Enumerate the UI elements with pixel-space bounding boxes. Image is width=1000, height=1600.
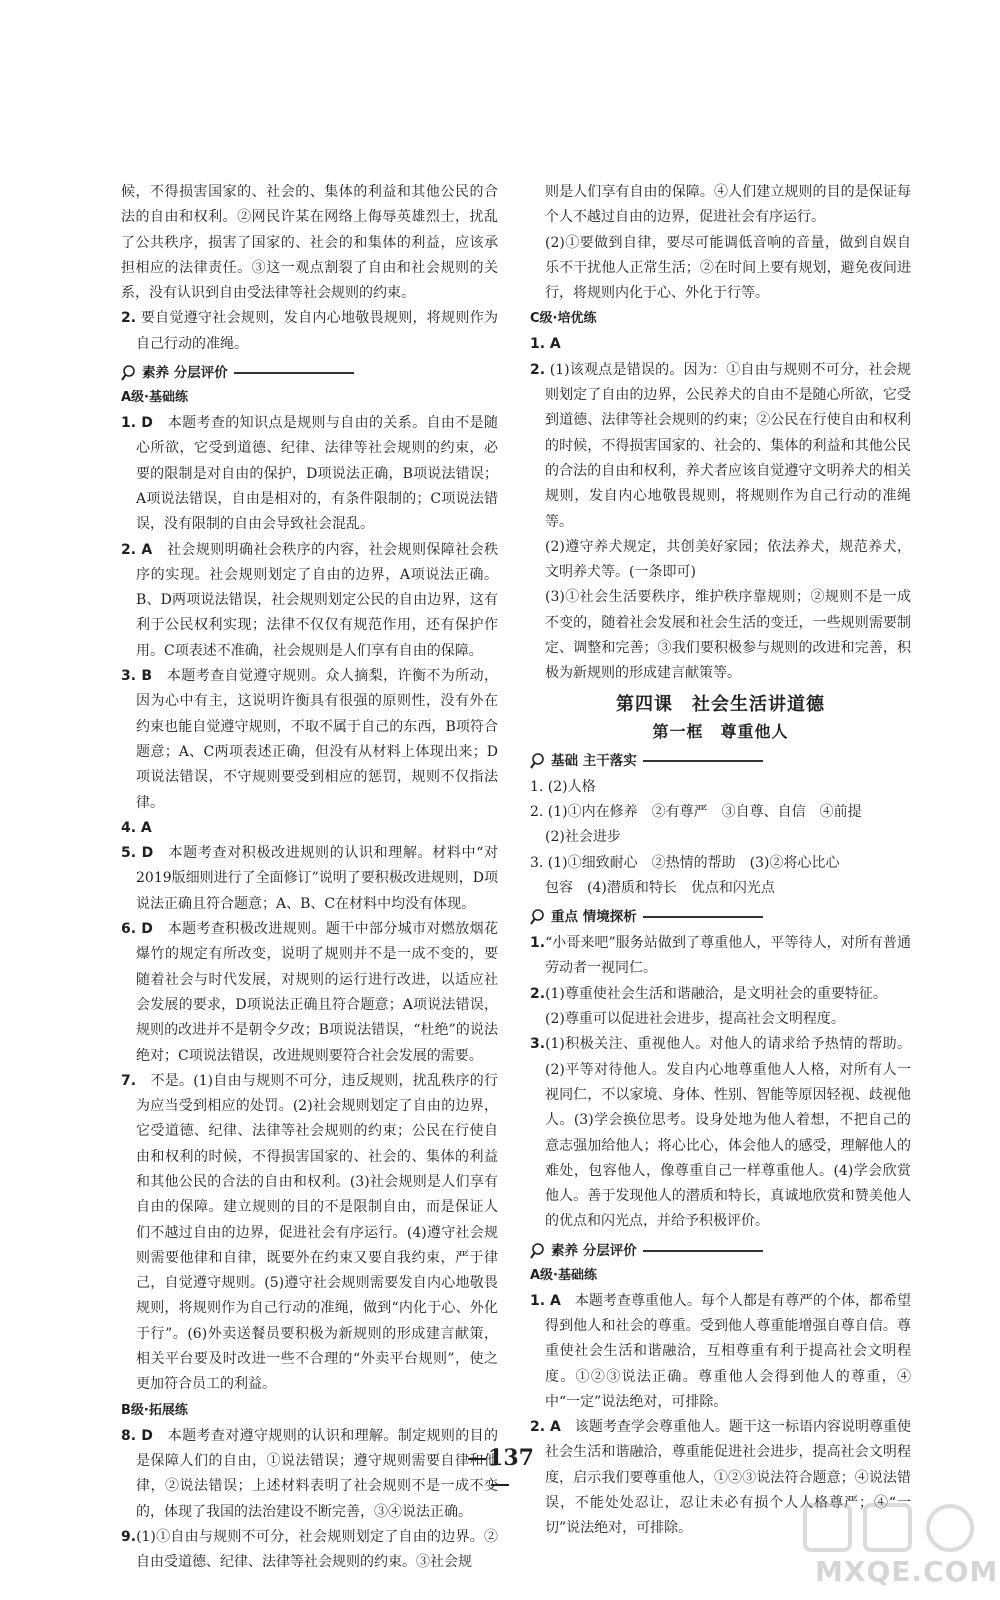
watermark-stamp-icon <box>795 1500 995 1560</box>
magnifier-icon <box>530 752 548 770</box>
answer-paragraph: (2)遵守养犬规定，共创美好家园；依法养犬，规范养犬，文明养犬等。(一条即可) <box>545 538 911 581</box>
divider <box>643 760 763 762</box>
answer-paragraph: (2)①要做到自律，要尽可能调低音响的音量，做到自娱自乐不干扰他人正常生活；②在时间上要有规划，避免夜间进行，将规则内化于心、外化于行等。 <box>545 234 911 302</box>
watermark-logo <box>795 1500 999 1595</box>
divider <box>234 372 354 374</box>
divider <box>643 1250 763 1252</box>
divider <box>643 916 763 918</box>
watermark-text: MXQE.COM <box>815 1555 999 1588</box>
lesson-subtitle: 第一框 尊重他人 <box>652 721 789 741</box>
answer-item: 2. (1)该观点是错误的。因为：①自由与规则不可分，社会规则划定了自由的边界，公民养犬的自由不是随心所欲，它受到道德、法律等社会规则的约束；②公民在行使自由和权利的时候，不得损害国家的、社会的、集体的利益和其他公民的合法的自由和权利，养犬者应该自觉遵守文明养犬的相关规则，发自内心地敬畏规则，将规则作为自己行动的准绳等。 <box>530 361 911 530</box>
magnifier-icon <box>530 1242 548 1260</box>
answer-item: 2. 要自觉遵守社会规则，发自内心地敬畏规则，将规则作为自己行动的准绳。 <box>121 310 498 352</box>
section-header: 素养 分层评价 <box>530 1239 911 1263</box>
answer-item: 2. (1)①内在修养 ②有尊严 ③自尊、自信 ④前提 <box>530 803 862 820</box>
answer-paragraph: (2)尊重可以促进社会进步，提高社会文明程度。 <box>545 1011 845 1028</box>
answer-item: 3.(1)积极关注、重视他人。对他人的请求给予热情的帮助。(2)平等对待他人。发自内心地尊重他人人格，对所有人一视同仁，不以家境、身体、性别、智能等原因轻视、歧视他人。(3)学会换位思考。设身处地为他人着想，不把自己的意志强加给他人；将心比心，体会他人的感受，理解他人的难处，包容他人，像尊重自己一样尊重他人。(4)学会欣赏他人。善于发现他人的潜质和特长，真诚地欣赏和赞美他人的优点和闪光点，并给予积极评价。 <box>530 1036 911 1230</box>
answer-item: 1. A 本题考查尊重他人。每个人都是有尊严的个体，都希望得到他人和社会的尊重。受到他人尊重能增强自尊自信。尊重使社会生活和谐融洽，互相尊重有利于提高社会文明程度。①②③说法正确。尊重他人会得到他人的尊重，④中“一定”说法绝对，可排除。 <box>530 1292 912 1410</box>
answer-item: 9.(1)①自由与规则不可分，社会规则划定了自由的边界。②自由受道德、纪律、法律等社会规则的约束。③社会规 <box>121 1528 498 1571</box>
section-header: 重点 情境探析 <box>530 905 911 929</box>
answer-item: (2)社会进步 <box>545 829 621 846</box>
answer-paragraph: 候，不得损害国家的、社会的、集体的利益和其他公民的合法的自由和权利。②网民许某在网络上侮辱英雄烈士，扰乱了公共秩序，损害了国家的、社会的和集体的利益，应该承担相应的法律责任。③这一观点割裂了自由和社会规则的关系，没有认识到自由受法律等社会规则的约束。 <box>121 184 498 302</box>
section-header: 素养 分层评价 <box>121 361 498 385</box>
lesson-title: 第四课 社会生活讲道德 <box>616 693 825 715</box>
answer-item: 1. D 本题考查的知识点是规则与自由的关系。自由不是随心所欲，它受到道德、纪律、法律等社会规则的约束，必要的限制是对自由的保护，D项说法正确，B项说法错误；A项说法错误，自由是相对的，有条件限制的；C项说法错误，没有限制的自由会导致社会混乱。 <box>121 415 499 533</box>
answer-paragraph: (3)①社会生活要秩序，维护秩序靠规则；②规则不是一成不变的，随着社会发展和社会生活的变迁，一些规则需要制定、调整和完善；③我们要积极参与规则的改进和完善，积极为新规则的形成建言献策等。 <box>545 589 911 682</box>
answer-item: 包容 (4)潜质和特长 优点和闪光点 <box>545 879 775 896</box>
answer-item: 1. A <box>530 336 561 353</box>
answer-item: 1.“小哥来吧”服务站做到了尊重他人，平等待人，对所有普通劳动者一视同仁。 <box>530 935 911 977</box>
answer-item: 7. 不是。(1)自由与规则不可分，违反规则，扰乱秩序的行为应当受到相应的处罚。(2)社会规则划定了自由的边界，它受道德、纪律、法律等社会规则的约束；公民在行使自由和权利的时候，不得损害国家的、社会的、集体的利益和其他公民的合法的自由和权利。(3)社会规则是人们享有自由的保障。建立规则的目的不是限制自由，而是保证人们不越过自由的边界，促进社会有序运行。(4)遵守社会规则需要他律和自律，既要外在约束又要自我约束，严于律己，自觉遵守规则。(5)遵守社会规则需要发自内心地敬畏规则，将规则作为自己行动的准绳，做到“内化于心、外化于行”。(6)外卖送餐员要积极为新规则的形成建言献策，相关平台要及时改进一些不合理的“外卖平台规则”，使之更加符合员工的利益。 <box>121 1072 498 1393</box>
level-heading: B级·拓展练 <box>121 1402 188 1418</box>
answer-item: 6. D 本题考查积极改进规则。题干中部分城市对燃放烟花爆竹的规定有所改变，说明了规则并不是一成不变的，要随着社会与时代发展，对规则的运行进行改进，以适应社会发展的要求，D项说法正确且符合题意；A项说法错误，规则的改进并不是朝令夕改；B项说法错误，“杜绝”的说法绝对；C项说法错误，改进规则要符合社会发展的需要。 <box>121 921 499 1064</box>
answer-item: 2.(1)尊重使社会生活和谐融洽，是文明社会的重要特征。 <box>530 985 887 1002</box>
answer-item: 2. A 社会规则明确社会秩序的内容，社会规则保障社会秩序的实现。社会规则划定了自由的边界，A项说法正确。B、D两项说法错误，社会规则划定公民的自由边界，这有利于公民权利实现；法律不仅仅有规范作用，还有保护作用。C项表述不准确，社会规则是人们享有自由的保障。 <box>121 541 499 659</box>
answer-item: 3. (1)①细致耐心 ②热情的帮助 (3)②将心比心 <box>530 854 840 871</box>
left-column <box>121 180 498 1575</box>
level-heading: A级·基础练 <box>121 390 188 406</box>
answer-item: 8. D 本题考查对遵守规则的认识和理解。制定规则的目的是保障人们的自由，①说法错误；遵守规则需要自律和他律，②说法错误；上述材料表明了社会规则不是一成不变的，体现了我国的法治建设不断完善，③④说法正确。 <box>121 1427 499 1520</box>
section-header: 基础 主干落实 <box>530 749 911 773</box>
answer-paragraph: 则是人们享有自由的保障。④人们建立规则的目的是保证每个人不越过自由的边界，促进社会有序运行。 <box>545 184 911 226</box>
answer-item: 1. (2)人格 <box>530 778 596 795</box>
magnifier-icon <box>530 908 548 926</box>
answer-item: 2. A 该题考查学会尊重他人。题干这一标语内容说明尊重使社会生活和谐融洽，尊重能促进社会进步，提高社会文明程度，启示我们要尊重他人，①②③说法符合题意；④说法错误，不能处处忍让，忍让未必有损个人人格尊严；④“一切”说法绝对，可排除。 <box>530 1419 912 1537</box>
page-number: 137 <box>460 1445 540 1497</box>
magnifier-icon <box>121 364 139 382</box>
answer-item: 4. A <box>121 819 152 836</box>
answer-item: 3. B 本题考查自觉遵守规则。众人摘梨，许衡不为所动，因为心中有主，这说明许衡具有很强的原则性，没有外在约束也能自觉遵守规则，不取不属于自己的东西，B项符合题意；A、C两项表述正确，但没有从材料上体现出来；D项说法错误，不守规则要受到相应的惩罚，规则不仅指法律。 <box>121 668 499 811</box>
level-heading: A级·基础练 <box>530 1267 597 1283</box>
answer-item: 5. D 本题考查对积极改进规则的认识和理解。材料中“对2019版细则进行了全面修订”说明了要积极改进规则，D项说法正确且符合题意；A、B、C在材料中均没有体现。 <box>121 845 499 912</box>
level-heading: C级·培优练 <box>530 311 597 327</box>
right-column <box>530 180 911 1542</box>
